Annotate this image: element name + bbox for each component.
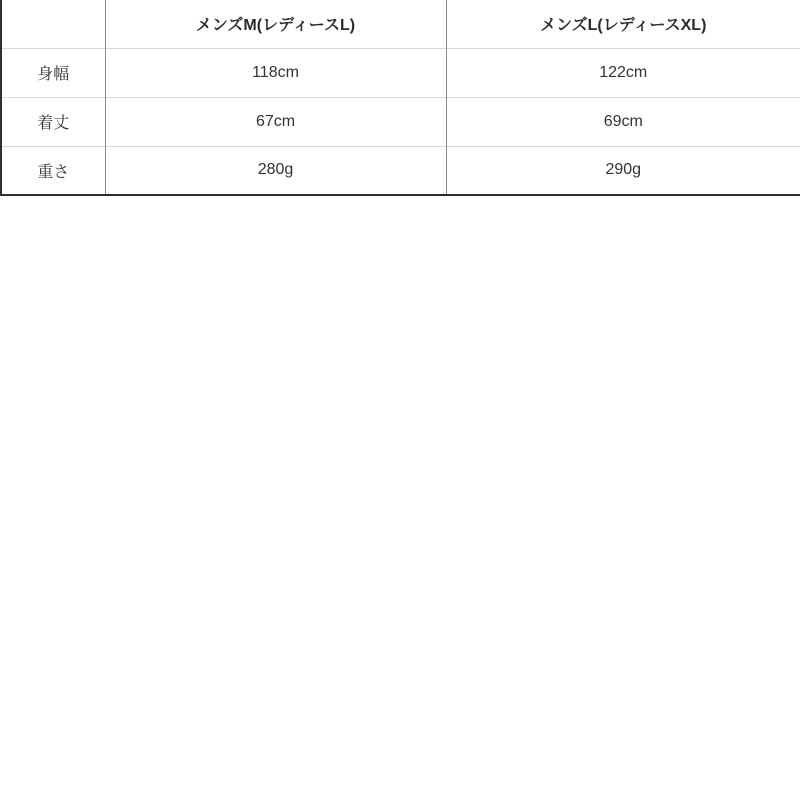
header-cell-blank — [1, 0, 105, 48]
value-length-l: 69cm — [446, 97, 800, 146]
value-length-m: 67cm — [105, 97, 446, 146]
row-label-body-width: 身幅 — [1, 48, 105, 97]
row-label-length: 着丈 — [1, 97, 105, 146]
size-spec-table — [0, 0, 800, 196]
row-label-weight: 重さ — [1, 146, 105, 195]
value-body-width-l: 122cm — [446, 48, 800, 97]
table-row-length — [1, 97, 800, 146]
header-cell-mens-m: メンズM(レディースL) — [105, 0, 446, 48]
value-weight-l: 290g — [446, 146, 800, 195]
value-body-width-m: 118cm — [105, 48, 446, 97]
header-row — [1, 0, 800, 48]
header-cell-mens-l: メンズL(レディースXL) — [446, 0, 800, 48]
table-row-weight — [1, 146, 800, 195]
value-weight-m: 280g — [105, 146, 446, 195]
table-row-body-width — [1, 48, 800, 97]
